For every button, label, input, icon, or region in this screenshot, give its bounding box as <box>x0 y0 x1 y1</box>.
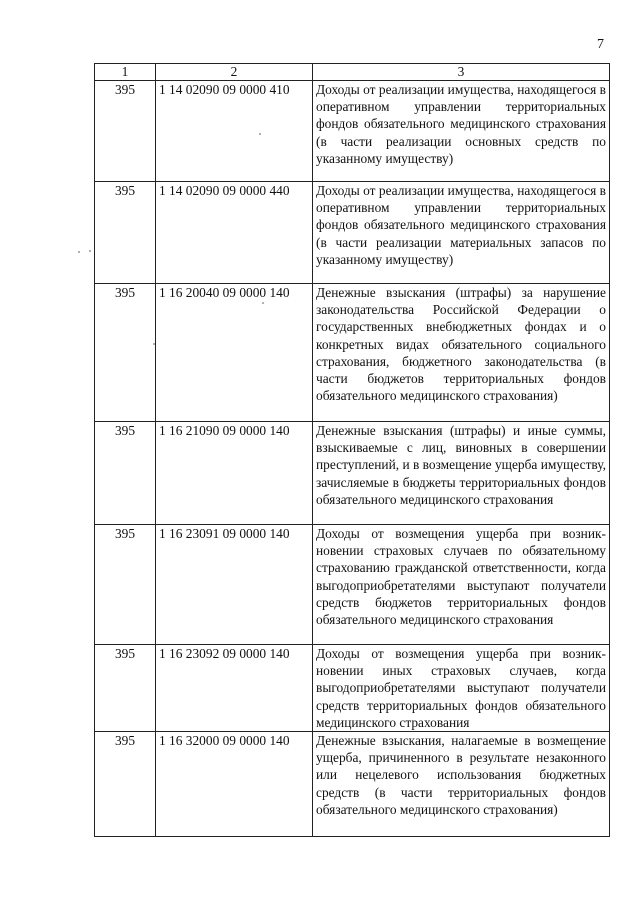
header-col-1: 1 <box>95 64 156 81</box>
description-cell: Доходы от возмещения ущерба при возникновении иных страховых случаев, когда выгодоприобретателями выступают получатели средств территориальных фондов обязательного медицинского страхования <box>313 645 610 732</box>
scan-speck <box>78 251 80 253</box>
admin-code-cell: 395 <box>95 422 156 525</box>
admin-code-cell: 395 <box>95 81 156 182</box>
table-row <box>95 182 610 284</box>
budget-code-cell: 1 14 02090 09 0000 410 <box>156 81 313 182</box>
header-col-3: 3 <box>313 64 610 81</box>
budget-code-cell: 1 16 32000 09 0000 140 <box>156 732 313 837</box>
admin-code-cell: 395 <box>95 645 156 732</box>
page-number: 7 <box>597 37 604 52</box>
table-row <box>95 525 610 645</box>
budget-code-cell: 1 16 23091 09 0000 140 <box>156 525 313 645</box>
revenue-codes-table <box>94 63 610 837</box>
table-row <box>95 81 610 182</box>
table-row <box>95 645 610 732</box>
description-cell: Денежные взыскания, налагаемые в возмещение ущерба, причиненного в результате незаконного или нецелевого использования бюджетных средств (в части территориальных фондов обязательного медицинского страхования) <box>313 732 610 837</box>
table-row <box>95 422 610 525</box>
table-row <box>95 284 610 422</box>
table-header-row <box>95 64 610 81</box>
description-cell: Доходы от реализации имущества, находящегося в оперативном управлении территориальных фондов обязательного медицинского страхования (в части реализации основных средств по указанному имуществу) <box>313 81 610 182</box>
admin-code-cell: 395 <box>95 182 156 284</box>
table-row <box>95 732 610 837</box>
scan-speck <box>259 133 261 135</box>
admin-code-cell: 395 <box>95 732 156 837</box>
budget-code-cell: 1 14 02090 09 0000 440 <box>156 182 313 284</box>
admin-code-cell: 395 <box>95 525 156 645</box>
budget-code-cell: 1 16 21090 09 0000 140 <box>156 422 313 525</box>
admin-code-cell: 395 <box>95 284 156 422</box>
scan-speck <box>262 302 264 304</box>
description-cell: Денежные взыскания (штрафы) и иные суммы, взыскиваемые с лиц, виновных в совершении преступлений, и в возмещение ущерба имуществу, зачисляемые в бюджеты территориальных фондов обязательного медицинского страхования <box>313 422 610 525</box>
description-cell: Доходы от возмещения ущерба при возникновении страховых случаев по обязательному страхованию гражданской ответственности, когда выгодоприобретателями выступают получатели средств бюджетов территориальных фондов обязательного медицинского страхования <box>313 525 610 645</box>
description-cell: Доходы от реализации имущества, находящегося в оперативном управлении территориальных фондов обязательного медицинского страхования (в части реализации материальных запасов по указанному имуществу) <box>313 182 610 284</box>
scan-speck <box>153 343 155 345</box>
budget-code-cell: 1 16 23092 09 0000 140 <box>156 645 313 732</box>
description-cell: Денежные взыскания (штрафы) за нарушение законодательства Российской Федерации о государственных внебюджетных фондах и о конкретных видах обязательного социального страхования, бюджетного законодательства (в части бюджетов территориальных фондов обязательного медицинского страхования) <box>313 284 610 422</box>
header-col-2: 2 <box>156 64 313 81</box>
scan-speck <box>89 250 91 252</box>
budget-code-cell: 1 16 20040 09 0000 140 <box>156 284 313 422</box>
